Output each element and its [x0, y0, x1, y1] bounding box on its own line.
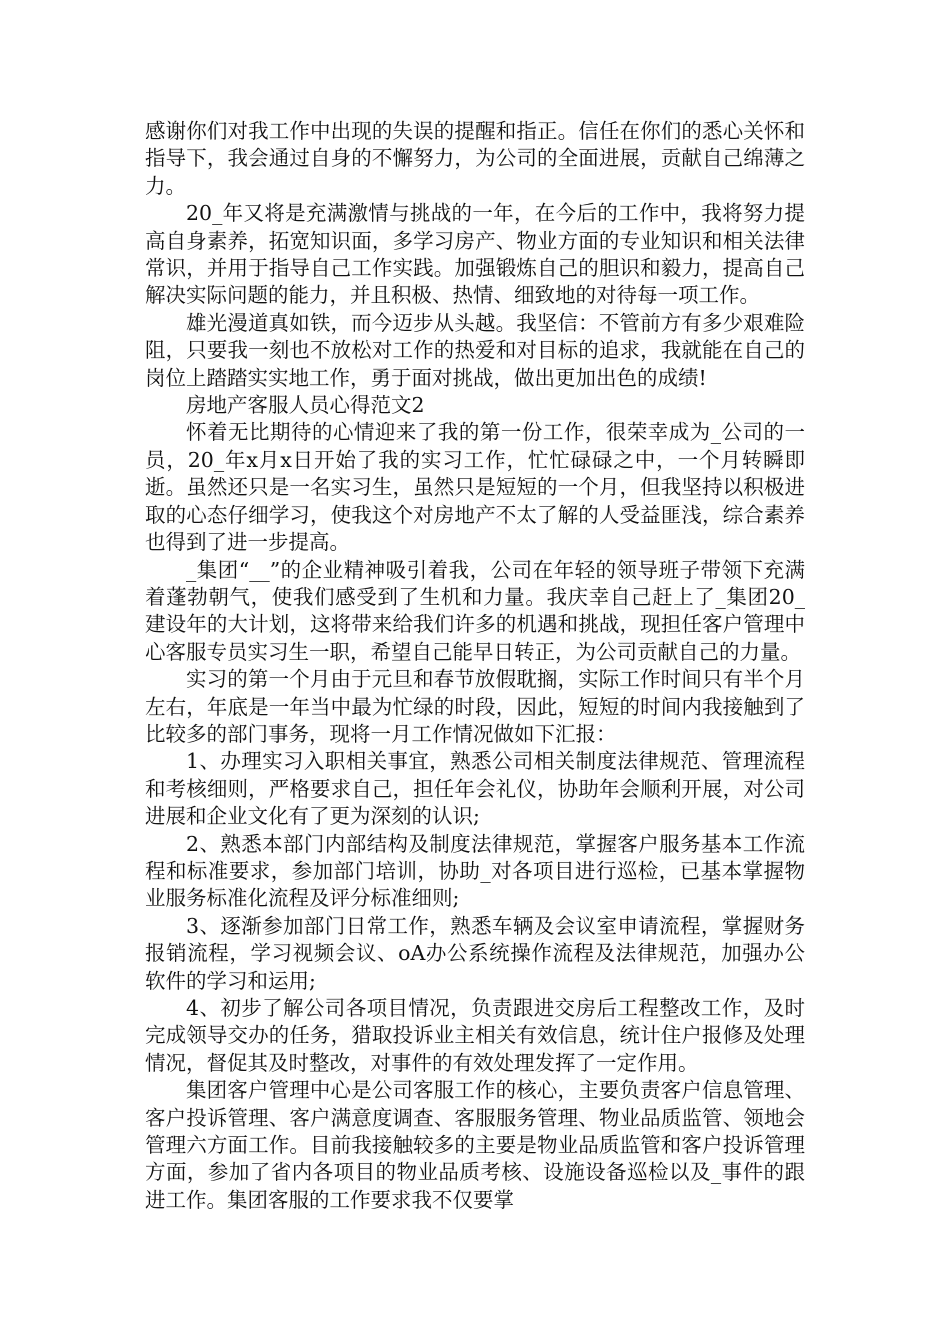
paragraph-first-month: 实习的第一个月由于元旦和春节放假耽搁，实际工作时间只有半个月左右，年底是一年当中最为忙绿的时段，因此，短短的时间内我接触到了比较多的部门事务，现将一月工作情况做如下汇报：	[145, 667, 805, 746]
paragraph-new-year-plan: 20_年又将是充满激情与挑战的一年，在今后的工作中，我将努力提高自身素养，拓宽知识面，多学习房产、物业方面的专业知识和相关法律常识，并用于指导自己工作实践。加强锻炼自己的胆识和毅力，提高自己解决实际问题的能力，并且积极、热情、细致地的对待每一项工作。	[145, 201, 805, 308]
document-body	[145, 118, 805, 1214]
list-item-3: 3、逐渐参加部门日常工作，熟悉车辆及会议室申请流程，掌握财务报销流程，学习视频会议、oA办公系统操作流程及法律规范，加强办公软件的学习和运用;	[145, 913, 805, 993]
paragraph-gratitude: 感谢你们对我工作中出现的失误的提醒和指正。信任在你们的悉心关怀和指导下，我会通过自身的不懈努力，为公司的全面进展，贡献自己绵薄之力。	[145, 119, 805, 198]
paragraph-resolve: 雄光漫道真如铁，而今迈步从头越。我坚信：不管前方有多少艰难险阻，只要我一刻也不放松对工作的热爱和对目标的追求，我就能在自己的岗位上踏踏实实地工作，勇于面对挑战，做出更加出色的成绩!	[145, 310, 805, 390]
paragraph-customer-center: 集团客户管理中心是公司客服工作的核心，主要负责客户信息管理、客户投诉管理、客户满意度调查、客服服务管理、物业品质监管、领地会管理六方面工作。目前我接触较多的主要是物业品质监管和客户投诉管理方面，参加了省内各项目的物业品质考核、设施设备巡检以及_事件的跟进工作。集团客服的工作要求我不仅要掌	[145, 1078, 805, 1212]
paragraph-first-job: 怀着无比期待的心情迎来了我的第一份工作，很荣幸成为_公司的一员，20_年x月x日开始了我的实习工作，忙忙碌碌之中，一个月转瞬即逝。虽然还只是一名实习生，虽然只是短短的一个月，但我坚持以积极进取的心态仔细学习，使我这个对房地产不太了解的人受益匪浅，综合素养也得到了进一步提高。	[145, 420, 805, 555]
section-title: 房地产客服人员心得范文2	[186, 393, 425, 418]
list-item-2: 2、熟悉本部门内部结构及制度法律规范，掌握客户服务基本工作流程和标准要求，参加部门培训，协助_对各项目进行巡检，已基本掌握物业服务标准化流程及评分标准细则;	[145, 831, 805, 911]
list-item-1: 1、办理实习入职相关事宜，熟悉公司相关制度法律规范、管理流程和考核细则，严格要求自己，担任年会礼仪，协助年会顺利开展，对公司进展和企业文化有了更为深刻的认识;	[145, 749, 805, 829]
list-item-4: 4、初步了解公司各项目情况，负责跟进交房后工程整改工作，及时完成领导交办的任务，猎取投诉业主相关有效信息，统计住户报修及处理情况，督促其及时整改，对事件的有效处理发挥了一定作用。	[145, 996, 805, 1075]
paragraph-company-spirit: _集团“__”的企业精神吸引着我，公司在年轻的领导班子带领下充满着蓬勃朝气，使我们感受到了生机和力量。我庆幸自己赶上了_集团20_建设年的大计划，这将带来给我们许多的机遇和挑战，现担任客户管理中心客服专员实习生一职，希望自己能早日转正，为公司贡献自己的力量。	[145, 557, 805, 664]
